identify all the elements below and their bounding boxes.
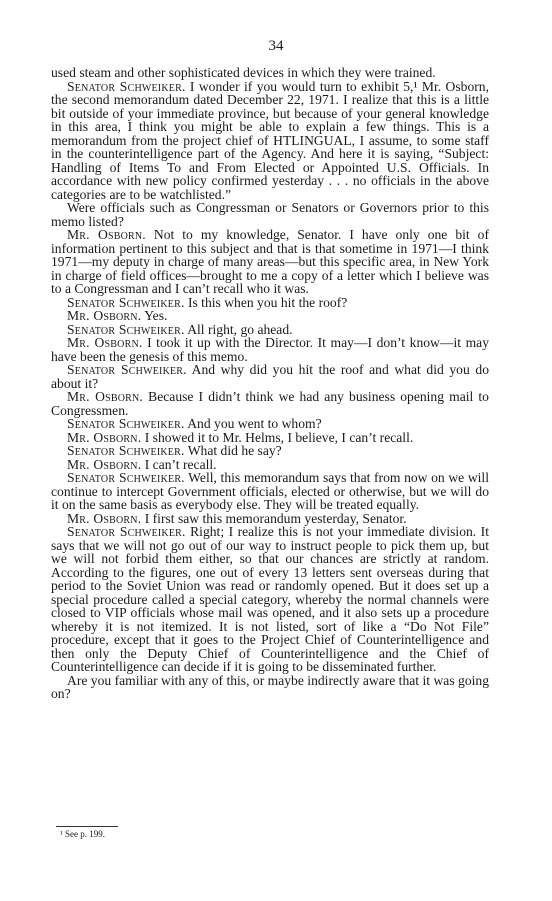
speaker-name: Senator Schweiker.: [67, 470, 185, 485]
speaker-name: Senator Schweiker.: [67, 443, 185, 458]
footnote-divider: [56, 826, 118, 827]
paragraph: Mr. Osborn. I showed it to Mr. Helms, I believe, I can’t recall.: [67, 429, 414, 445]
paragraph: Senator Schweiker. Well, this memorandum says that from now on we will continue to intercept Government officials, elected or otherwise, but we will do it on the same basis as everybody else. They will be treated equally.: [51, 470, 489, 512]
speaker-name: Mr. Osborn.: [67, 456, 142, 472]
paragraph: Senator Schweiker. I wonder if you would turn to exhibit 5,¹ Mr. Osborn, the second memorandum dated December 22, 1971. I realize that this is a little bit outside of your immediate province, but because of your general knowledge in this area, I think you might be able to explain a few things. This is a memorandum from the project chief of HTLINGUAL, I assume, to some staff in the counterintelligence part of the Agency. And here it is saying, “Subject: Handling of Items To and From Elected or Appointed U.S. Officials. In accordance with new policy confirmed yesterday . . . no officials in the above categories are to be watchlisted.”: [51, 78, 489, 202]
speaker-name: Mr. Osborn.: [67, 308, 142, 323]
paragraph: used steam and other sophisticated devices in which they were trained.: [51, 65, 436, 80]
speaker-name: Senator Schweiker.: [67, 416, 185, 431]
paragraph: Mr. Osborn. Yes.: [67, 308, 168, 323]
speaker-name: Senator Schweiker.: [67, 321, 185, 337]
paragraph: Senator Schweiker. Is this when you hit the roof?: [67, 294, 348, 310]
speaker-name: Senator Schweiker.: [67, 294, 185, 310]
paragraph: Senator Schweiker. And why did you hit the roof and what did you do about it?: [51, 362, 489, 391]
speaker-name: Senator Schweiker.: [67, 362, 187, 377]
paragraph: Senator Schweiker. What did he say?: [67, 443, 282, 458]
paragraph: Mr. Osborn. I can’t recall.: [67, 456, 217, 472]
paragraph: Senator Schweiker. Right; I realize this is not your immediate division. It says that we will not go out of our way to instruct people to pick them up, but we will not forbid them either, so that our chances are strictly at random. According to the figures, one out of every 13 letters sent overseas during that period to the Soviet Union was read or randomly opened. But it does set up a special procedure called a special category, whereby the normal channels were closed to VIP officials whose mail was opened, and it also sets up a procedure whereby it is not itemized. It is not listed, sort of like a “Do Not File” procedure, except that it goes to the Project Chief of Counterintelligence and then only the Deputy Chief of Counterintelligence and the Chief of Counterintelligence can decide if it is going to be disseminated further.: [51, 524, 489, 674]
page-number: 34: [268, 38, 284, 54]
speaker-name: Mr. Osborn.: [67, 227, 146, 242]
paragraph: Are you familiar with any of this, or maybe indirectly aware that it was going on?: [51, 672, 489, 701]
paragraph: Senator Schweiker. All right, go ahead.: [67, 321, 293, 337]
paragraph: Mr. Osborn. I first saw this memorandum yesterday, Senator.: [67, 510, 407, 526]
paragraph: Mr. Osborn. Because I didn’t think we had any business opening mail to Congressmen.: [51, 389, 489, 418]
paragraph: Were officials such as Congressman or Senators or Governors prior to this memo listed?: [51, 200, 489, 229]
speaker-name: Mr. Osborn.: [67, 335, 143, 350]
speaker-name: Mr. Osborn.: [67, 510, 142, 526]
speaker-name: Mr. Osborn.: [67, 389, 144, 404]
speaker-name: Senator Schweiker.: [67, 78, 186, 94]
paragraph: Mr. Osborn. I took it up with the Director. It may—I don’t know—it may have been the genesis of this memo.: [51, 335, 489, 364]
transcript-body: [51, 66, 489, 701]
paragraph: Senator Schweiker. And you went to whom?: [67, 416, 322, 431]
footnote: ¹ See p. 199.: [60, 829, 105, 839]
speaker-name: Senator Schweiker.: [67, 524, 186, 539]
paragraph: Mr. Osborn. Not to my knowledge, Senator. I have only one bit of information pertinent to this subject and that is that sometime in 1971—I think 1971—my deputy in charge of many areas—but this specific area, in New York in charge of field offices—brought to me a copy of a letter which I believe was to a Congressman and I can’t recall who it was.: [51, 227, 489, 296]
speaker-name: Mr. Osborn.: [67, 429, 142, 445]
